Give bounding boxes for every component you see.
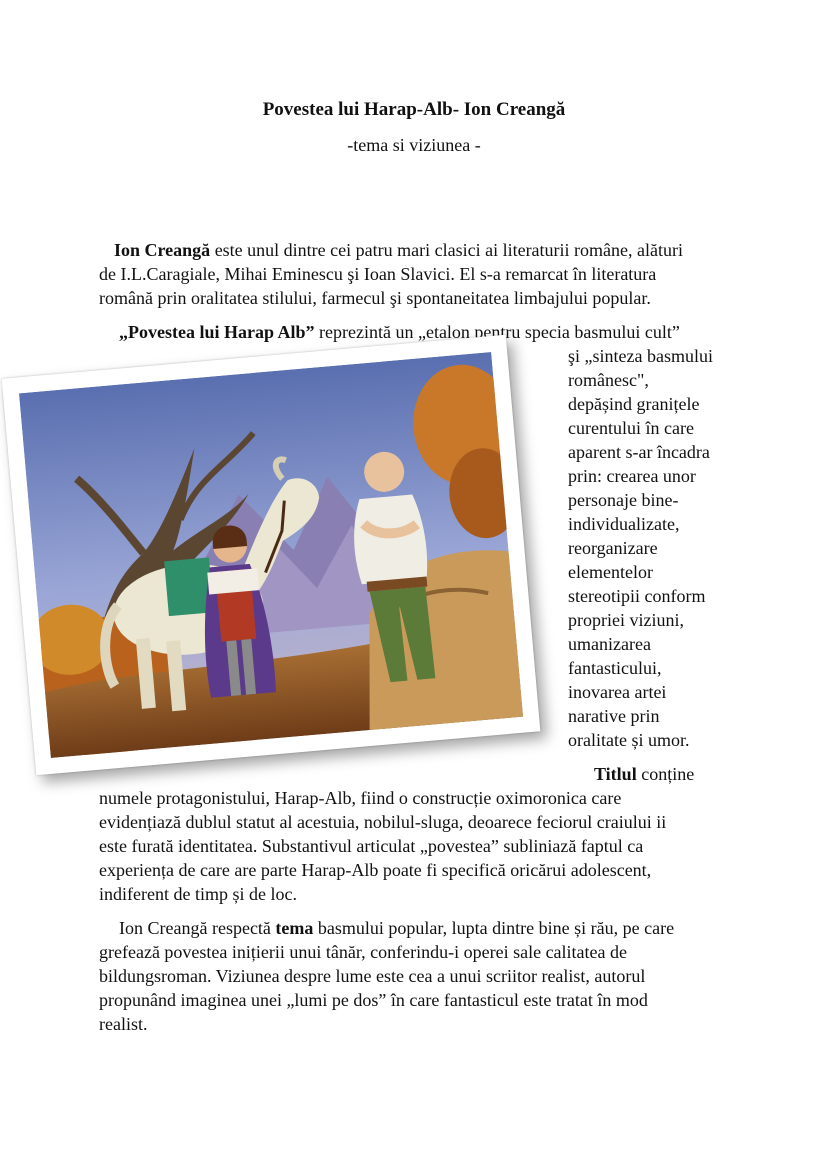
side-line: şi „sinteza basmului <box>568 346 713 366</box>
side-line: umanizarea <box>568 634 651 654</box>
illustration-photo-frame <box>2 335 541 776</box>
tema-paragraph <box>99 916 739 1036</box>
intro-line-1-text: este unul dintre cei patru mari clasici ai literaturii române, alături <box>210 240 683 260</box>
titlul-line-1 <box>594 762 694 786</box>
prince-white-sleeves <box>207 568 259 594</box>
poveste-paragraph-lead <box>99 320 739 344</box>
side-line: oralitate și umor. <box>568 730 690 750</box>
tema-line: bildungsroman. Viziunea despre lume este cea a unui scriitor realist, autorul <box>99 966 646 986</box>
poveste-line-1-text: reprezintă un „etalon pentru specia basmului cult” <box>314 322 680 342</box>
tema-line: propunând imaginea unei „lumi pe dos” în care fantasticul este tratat în mod <box>99 990 648 1010</box>
tema-line-1 <box>99 916 739 940</box>
poveste-side-column <box>568 344 788 752</box>
titlul-line: este furată identitatea. Substantivul articulat „povestea” subliniază faptul ca <box>99 836 644 856</box>
intro-line-2: de I.L.Caragiale, Mihai Eminescu şi Ioan Slavici. El s-a remarcat în literatura <box>99 264 657 284</box>
side-line: curentului în care <box>568 418 694 438</box>
tema-line-1-pre: Ion Creangă respectă <box>119 918 276 938</box>
poveste-bold-lead: „Povestea lui Harap Alb” <box>119 322 315 342</box>
titlul-line: evidențiază dublul statut al acestuia, nobilul-sluga, deoarece feciorul craiului ii <box>99 812 667 832</box>
titlul-line: numele protagonistului, Harap-Alb, fiind o construcție oximoronica care <box>99 788 622 808</box>
intro-line-1 <box>99 238 739 262</box>
harap-alb-illustration <box>19 352 523 758</box>
tema-line: grefează povestea inițierii unui tânăr, conferindu-i operei sale calitatea de <box>99 942 628 962</box>
titlul-paragraph <box>99 786 739 906</box>
titlul-line: indiferent de timp și de loc. <box>99 884 297 904</box>
tema-line: realist. <box>99 1014 148 1034</box>
side-line: elementelor <box>568 562 653 582</box>
titlul-line: experiența de care are parte Harap-Alb poate fi specifică oricărui adolescent, <box>99 860 652 880</box>
side-line: depășind granițele <box>568 394 700 414</box>
side-line: individualizate, <box>568 514 680 534</box>
side-line: prin: crearea unor <box>568 466 696 486</box>
side-line: inovarea artei <box>568 682 667 702</box>
bald-man-white-shirt <box>350 494 429 585</box>
side-line: personaje bine- <box>568 490 679 510</box>
side-line: aparent s-ar încadra <box>568 442 710 462</box>
side-line: reorganizare <box>568 538 658 558</box>
side-line: propriei viziuni, <box>568 610 684 630</box>
titlul-line-1-text: conține <box>636 764 695 784</box>
poveste-line-1 <box>99 320 739 344</box>
intro-paragraph <box>99 238 739 310</box>
tema-bold: tema <box>275 918 314 938</box>
side-line: fantasticului, <box>568 658 662 678</box>
tema-line-1-post: basmului popular, lupta dintre bine și rău, pe care <box>313 918 675 938</box>
document-subtitle: -tema si viziunea - <box>347 135 481 155</box>
document-title: Povestea lui Harap-Alb- Ion Creangă <box>262 99 566 120</box>
titlul-bold-lead: Titlul <box>594 764 637 784</box>
side-line: stereotipii conform <box>568 586 706 606</box>
side-line: românesc", <box>568 370 649 390</box>
intro-line-3: română prin oralitatea stilului, farmecul şi spontaneitatea limbajului popular. <box>99 288 651 308</box>
side-line: narative prin <box>568 706 660 726</box>
intro-bold-lead: Ion Creangă <box>114 240 211 260</box>
